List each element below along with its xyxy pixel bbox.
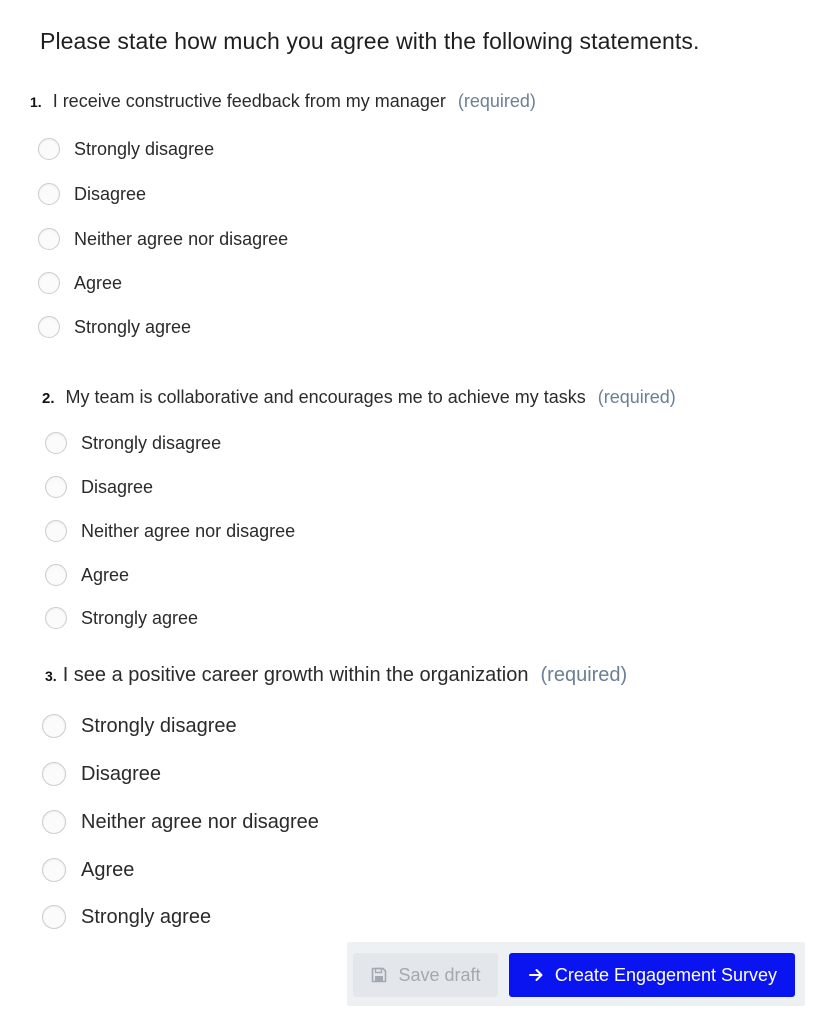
option-label[interactable]: Neither agree nor disagree: [81, 810, 319, 833]
option-label[interactable]: Agree: [81, 858, 135, 881]
create-engagement-survey-button[interactable]: [509, 953, 795, 997]
radio-button[interactable]: [45, 564, 67, 586]
option-disagree[interactable]: [45, 476, 153, 498]
create-button-label: Create Engagement Survey: [554, 964, 778, 985]
option-agree[interactable]: [42, 858, 134, 882]
option-strongly-agree[interactable]: [45, 607, 198, 629]
radio-button[interactable]: [45, 476, 67, 498]
option-label[interactable]: Agree: [81, 564, 130, 585]
radio-button[interactable]: [42, 858, 66, 882]
radio-button[interactable]: [45, 432, 67, 454]
option-label[interactable]: Neither agree nor disagree: [81, 520, 296, 541]
question-number: 3.: [45, 668, 57, 684]
option-label[interactable]: Strongly disagree: [81, 714, 237, 737]
option-disagree[interactable]: [42, 762, 161, 786]
option-label[interactable]: Strongly agree: [81, 607, 199, 628]
option-neutral[interactable]: [45, 520, 295, 542]
question-number: 1.: [30, 94, 42, 110]
option-label[interactable]: Disagree: [74, 183, 147, 204]
radio-button[interactable]: [38, 272, 60, 294]
option-strongly-agree[interactable]: [42, 905, 211, 929]
radio-button[interactable]: [38, 228, 60, 250]
question-2-header: [42, 387, 676, 408]
required-indicator: (required): [457, 91, 536, 111]
option-strongly-agree[interactable]: [38, 316, 191, 338]
page-title: Please state how much you agree with the following statements.: [40, 28, 700, 54]
option-neutral[interactable]: [42, 810, 319, 834]
arrow-right-icon: [527, 966, 545, 984]
option-disagree[interactable]: [38, 183, 146, 205]
required-indicator: (required): [597, 387, 676, 407]
question-number: 2.: [42, 390, 55, 407]
save-draft-label: Save draft: [398, 964, 481, 985]
radio-button[interactable]: [45, 520, 67, 542]
option-label[interactable]: Strongly disagree: [74, 138, 215, 159]
option-strongly-disagree[interactable]: [42, 714, 237, 738]
question-1-header: [30, 91, 536, 112]
radio-button[interactable]: [42, 714, 66, 738]
radio-button[interactable]: [38, 138, 60, 160]
question-text: I see a positive career growth within the organization: [62, 664, 529, 686]
floppy-disk-icon: [370, 966, 388, 984]
option-agree[interactable]: [45, 564, 129, 586]
required-indicator: (required): [540, 664, 628, 686]
option-label[interactable]: Agree: [74, 272, 123, 293]
radio-button[interactable]: [42, 905, 66, 929]
radio-button[interactable]: [38, 316, 60, 338]
footer-action-bar: [347, 942, 805, 1006]
question-text: My team is collaborative and encourages me to achieve my tasks: [65, 387, 586, 407]
option-agree[interactable]: [38, 272, 122, 294]
radio-button[interactable]: [42, 810, 66, 834]
question-3-header: [45, 664, 627, 687]
radio-button[interactable]: [42, 762, 66, 786]
option-label[interactable]: Disagree: [81, 762, 162, 785]
option-strongly-disagree[interactable]: [45, 432, 221, 454]
option-strongly-disagree[interactable]: [38, 138, 214, 160]
option-label[interactable]: Strongly disagree: [81, 432, 222, 453]
option-label[interactable]: Disagree: [81, 476, 154, 497]
question-text: I receive constructive feedback from my manager: [52, 91, 446, 111]
radio-button[interactable]: [38, 183, 60, 205]
option-neutral[interactable]: [38, 228, 288, 250]
radio-button[interactable]: [45, 607, 67, 629]
option-label[interactable]: Strongly agree: [81, 905, 212, 928]
option-label[interactable]: Strongly agree: [74, 316, 192, 337]
save-draft-button[interactable]: [353, 953, 498, 997]
option-label[interactable]: Neither agree nor disagree: [74, 228, 289, 249]
